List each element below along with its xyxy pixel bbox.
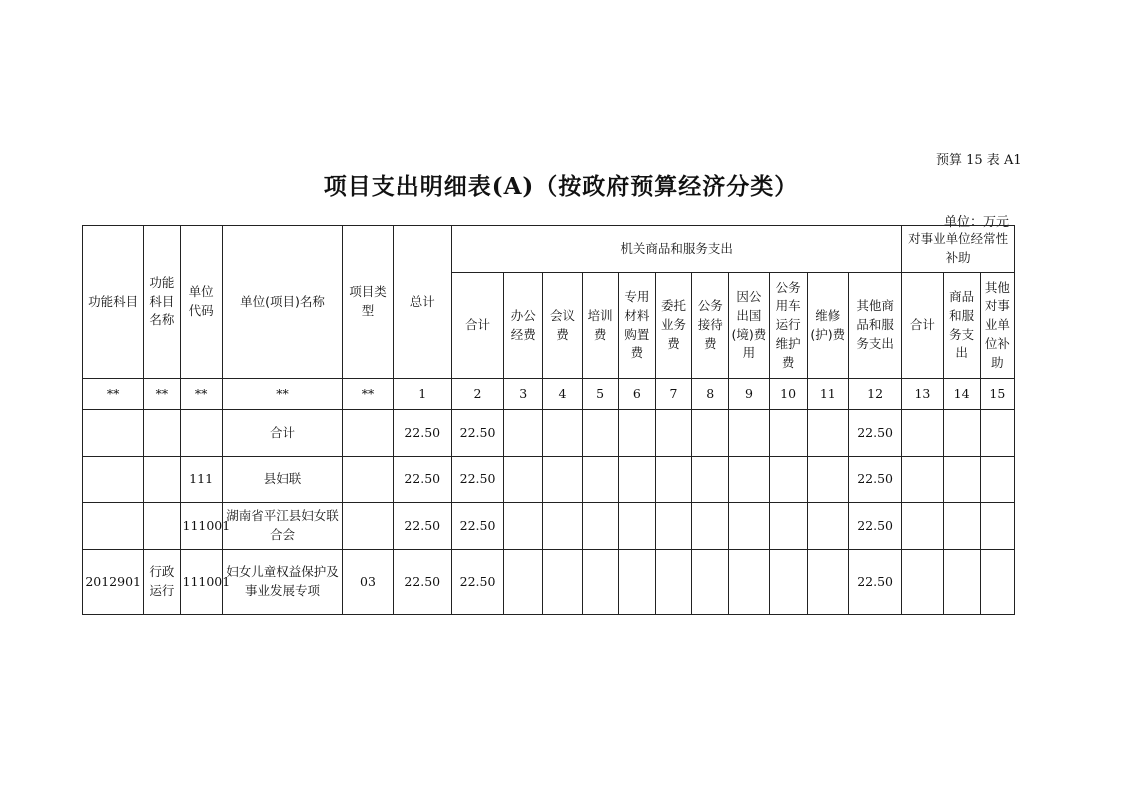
func-code-cell: 2012901: [83, 550, 144, 615]
project-type-cell: [343, 410, 393, 457]
empty-cell: [582, 550, 618, 615]
marker-cell: 9: [729, 379, 769, 410]
empty-cell: [692, 550, 729, 615]
empty-cell: [504, 503, 543, 550]
empty-cell: [692, 503, 729, 550]
unit-code-cell: 111001: [180, 503, 222, 550]
empty-cell: [729, 410, 769, 457]
marker-cell: 12: [848, 379, 901, 410]
marker-cell: 13: [902, 379, 943, 410]
gs-total-cell: 22.50: [451, 410, 503, 457]
marker-cell: **: [222, 379, 343, 410]
empty-cell: [769, 410, 807, 457]
unit-name-cell: 合计: [222, 410, 343, 457]
func-name-cell: 行政运行: [144, 550, 180, 615]
marker-cell: 15: [980, 379, 1014, 410]
empty-cell: [807, 457, 848, 503]
empty-cell: [943, 503, 980, 550]
empty-cell: [769, 503, 807, 550]
total-cell: 22.50: [393, 410, 451, 457]
table-row: [83, 550, 1015, 615]
table-row: [83, 410, 1015, 457]
other-goods-services-cell: 22.50: [848, 550, 901, 615]
gs-total-cell: 22.50: [451, 503, 503, 550]
marker-cell: 8: [692, 379, 729, 410]
header-unit-name: 单位(项目)名称: [222, 226, 343, 379]
other-goods-services-cell: 22.50: [848, 503, 901, 550]
marker-cell: **: [83, 379, 144, 410]
empty-cell: [543, 550, 582, 615]
empty-cell: [807, 410, 848, 457]
header-other-goods-services: 其他商品和服务支出: [848, 273, 901, 379]
empty-cell: [582, 503, 618, 550]
func-name-cell: [144, 503, 180, 550]
empty-cell: [655, 550, 691, 615]
empty-cell: [980, 503, 1014, 550]
gs-total-cell: 22.50: [451, 550, 503, 615]
empty-cell: [943, 550, 980, 615]
total-cell: 22.50: [393, 550, 451, 615]
marker-cell: 14: [943, 379, 980, 410]
project-type-cell: 03: [343, 550, 393, 615]
unit-label: 单位：万元: [944, 215, 1010, 230]
empty-cell: [729, 457, 769, 503]
gs-total-cell: 22.50: [451, 457, 503, 503]
unit-name-cell: 县妇联: [222, 457, 343, 503]
empty-cell: [618, 410, 655, 457]
empty-cell: [902, 503, 943, 550]
unit-code-cell: 111: [180, 457, 222, 503]
marker-cell: 11: [807, 379, 848, 410]
empty-cell: [543, 457, 582, 503]
empty-cell: [729, 503, 769, 550]
empty-cell: [582, 410, 618, 457]
header-overseas-travel: 因公出国(境)费用: [729, 273, 769, 379]
header-special-materials: 专用材料购置费: [618, 273, 655, 379]
empty-cell: [692, 410, 729, 457]
header-vehicle-maintenance: 公务用车运行维护费: [769, 273, 807, 379]
total-cell: 22.50: [393, 457, 451, 503]
empty-cell: [902, 550, 943, 615]
marker-cell: 3: [504, 379, 543, 410]
header-training-expense: 培训费: [582, 273, 618, 379]
header-gs-total: 合计: [451, 273, 503, 379]
func-code-cell: [83, 457, 144, 503]
empty-cell: [769, 457, 807, 503]
empty-cell: [729, 550, 769, 615]
empty-cell: [943, 457, 980, 503]
marker-cell: **: [144, 379, 180, 410]
empty-cell: [582, 457, 618, 503]
marker-cell: 4: [543, 379, 582, 410]
unit-code-cell: 111001: [180, 550, 222, 615]
header-group-subsidy: 对事业单位经常性补助: [902, 226, 1015, 273]
header-func-subject-name: 功能科目名称: [144, 226, 180, 379]
empty-cell: [543, 503, 582, 550]
form-code: 预算 15 表 A1: [936, 153, 1022, 168]
document-title: 项目支出明细表(A)（按政府预算经济分类）: [323, 173, 799, 200]
other-goods-services-cell: 22.50: [848, 410, 901, 457]
header-total: 总计: [393, 226, 451, 379]
empty-cell: [655, 410, 691, 457]
empty-cell: [980, 410, 1014, 457]
header-meeting-expense: 会议费: [543, 273, 582, 379]
header-unit-code: 单位代码: [180, 226, 222, 379]
empty-cell: [980, 457, 1014, 503]
header-func-subject: 功能科目: [83, 226, 144, 379]
unit-code-cell: [180, 410, 222, 457]
empty-cell: [902, 410, 943, 457]
header-commissioned-business: 委托业务费: [655, 273, 691, 379]
header-subsidy-other: 其他对事业单位补助: [980, 273, 1014, 379]
empty-cell: [655, 503, 691, 550]
empty-cell: [902, 457, 943, 503]
marker-cell: 5: [582, 379, 618, 410]
marker-cell: 2: [451, 379, 503, 410]
header-subsidy-goods-services: 商品和服务支出: [943, 273, 980, 379]
marker-row: [83, 379, 1015, 410]
other-goods-services-cell: 22.50: [848, 457, 901, 503]
empty-cell: [769, 550, 807, 615]
func-code-cell: [83, 503, 144, 550]
empty-cell: [980, 550, 1014, 615]
empty-cell: [807, 503, 848, 550]
marker-cell: **: [343, 379, 393, 410]
func-code-cell: [83, 410, 144, 457]
func-name-cell: [144, 457, 180, 503]
project-type-cell: [343, 457, 393, 503]
func-name-cell: [144, 410, 180, 457]
empty-cell: [504, 550, 543, 615]
marker-cell: **: [180, 379, 222, 410]
marker-cell: 7: [655, 379, 691, 410]
header-repair: 维修(护)费: [807, 273, 848, 379]
unit-name-cell: 妇女儿童权益保护及事业发展专项: [222, 550, 343, 615]
marker-cell: 10: [769, 379, 807, 410]
marker-cell: 1: [393, 379, 451, 410]
empty-cell: [504, 410, 543, 457]
header-group-goods-services: 机关商品和服务支出: [451, 226, 901, 273]
marker-cell: 6: [618, 379, 655, 410]
empty-cell: [943, 410, 980, 457]
project-type-cell: [343, 503, 393, 550]
empty-cell: [692, 457, 729, 503]
header-project-type: 项目类型: [343, 226, 393, 379]
empty-cell: [504, 457, 543, 503]
empty-cell: [807, 550, 848, 615]
total-cell: 22.50: [393, 503, 451, 550]
empty-cell: [655, 457, 691, 503]
empty-cell: [618, 457, 655, 503]
empty-cell: [618, 550, 655, 615]
empty-cell: [618, 503, 655, 550]
unit-name-cell: 湖南省平江县妇女联合会: [222, 503, 343, 550]
header-office-expense: 办公经费: [504, 273, 543, 379]
table-row: [83, 457, 1015, 503]
empty-cell: [543, 410, 582, 457]
table-row: [83, 503, 1015, 550]
header-subsidy-total: 合计: [902, 273, 943, 379]
header-official-reception: 公务接待费: [692, 273, 729, 379]
expenditure-table: [82, 225, 1015, 615]
